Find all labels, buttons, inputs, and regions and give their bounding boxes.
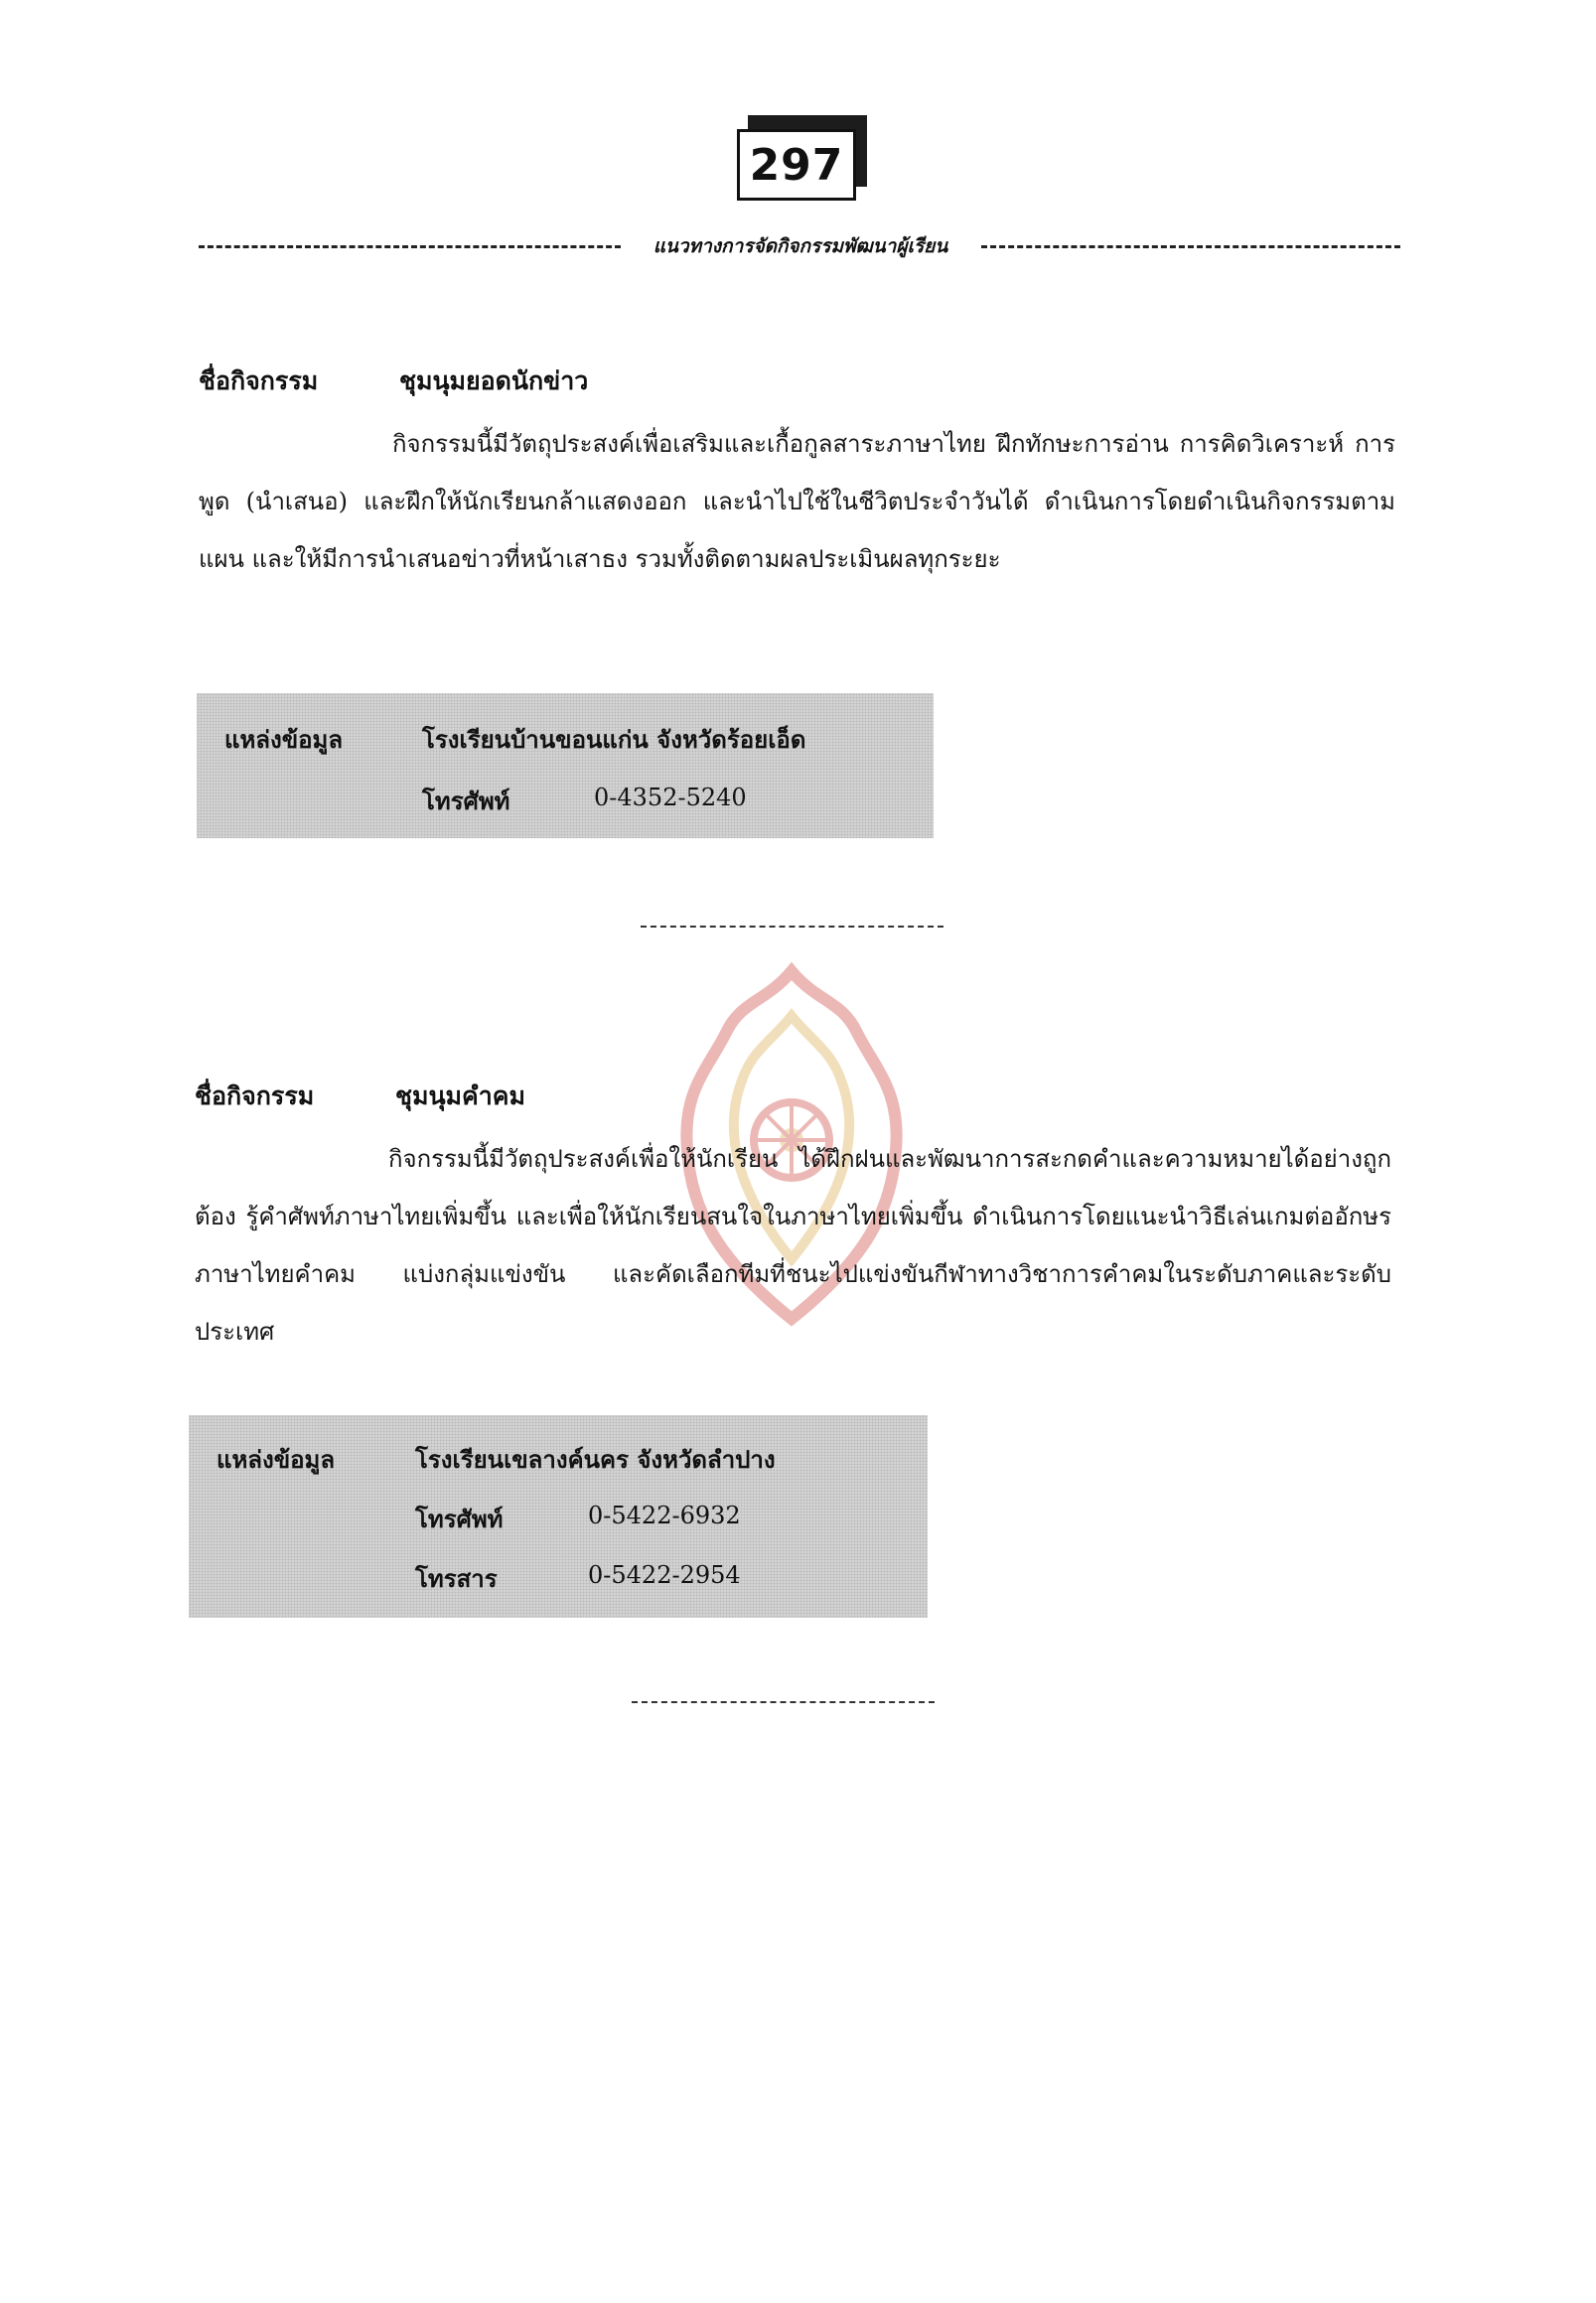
page-number: 297 bbox=[737, 129, 856, 201]
activity-1-label: ชื่อกิจกรรม bbox=[199, 366, 319, 395]
activity-2-name: ชุมนุมคำคม bbox=[395, 1081, 525, 1110]
activity-2-phone: 0-5422-6932 bbox=[588, 1502, 741, 1529]
activity-2-fax-label: โทรสาร bbox=[415, 1564, 498, 1593]
activity-1-description: กิจกรรมนี้มีวัตถุประสงค์เพื่อเสริมและเกื้อกูลสาระภาษาไทย ฝึกทักษะการอ่าน การคิดวิเคราะห์ การพูด (นำเสนอ) และฝึกให้นักเรียนกล้าแสดงออก และนำไปใช้ในชีวิตประจำวันได้ ดำเนินการโดยดำเนินกิจกรรมตามแผน และให้มีการนำเสนอข่าวที่หน้าเสาธง รวมทั้งติดตามผลประเมินผลทุกระยะ bbox=[199, 430, 1395, 573]
activity-2-description: กิจกรรมนี้มีวัตถุประสงค์เพื่อให้นักเรียน ได้ฝึกฝนและพัฒนาการสะกดคำและความหมายได้อย่างถูกต้อง รู้คำศัพท์ภาษาไทยเพิ่มขึ้น และเพื่อให้นักเรียนสนใจในภาษาไทยเพิ่มขึ้น ดำเนินการโดยแนะนำวิธีเล่นเกมต่ออักษรภาษาไทยคำคม แบ่งกลุ่มแข่งขัน และคัดเลือกทีมที่ชนะไปแข่งขันกีฬาทางวิชาการคำคมในระดับภาคและระดับประเทศ bbox=[195, 1145, 1391, 1346]
activity-2-phone-label: โทรศัพท์ bbox=[415, 1505, 504, 1533]
activity-2-source-label: แหล่งข้อมูล bbox=[217, 1445, 336, 1474]
header-title: แนวทางการจัดกิจกรรมพัฒนาผู้เรียน bbox=[653, 235, 948, 257]
activity-1-source-box bbox=[197, 693, 934, 838]
activity-1-phone-label: โทรศัพท์ bbox=[422, 787, 510, 815]
activity-2-fax: 0-5422-2954 bbox=[588, 1561, 741, 1589]
activity-2-source-school: โรงเรียนเขลางค์นคร จังหวัดลำปาง bbox=[415, 1445, 776, 1474]
header-rule-left bbox=[199, 245, 621, 248]
header-rule-right bbox=[981, 245, 1400, 248]
activity-1-source-label: แหล่งข้อมูล bbox=[224, 725, 344, 754]
activity-1-name: ชุมนุมยอดนักข่าว bbox=[399, 366, 589, 395]
activity-2-label: ชื่อกิจกรรม bbox=[195, 1081, 315, 1110]
activity-1-source-school: โรงเรียนบ้านขอนแก่น จังหวัดร้อยเอ็ด bbox=[422, 725, 806, 754]
activity-1-phone: 0-4352-5240 bbox=[594, 784, 747, 811]
separator-1 bbox=[641, 926, 943, 928]
separator-2 bbox=[632, 1701, 935, 1703]
